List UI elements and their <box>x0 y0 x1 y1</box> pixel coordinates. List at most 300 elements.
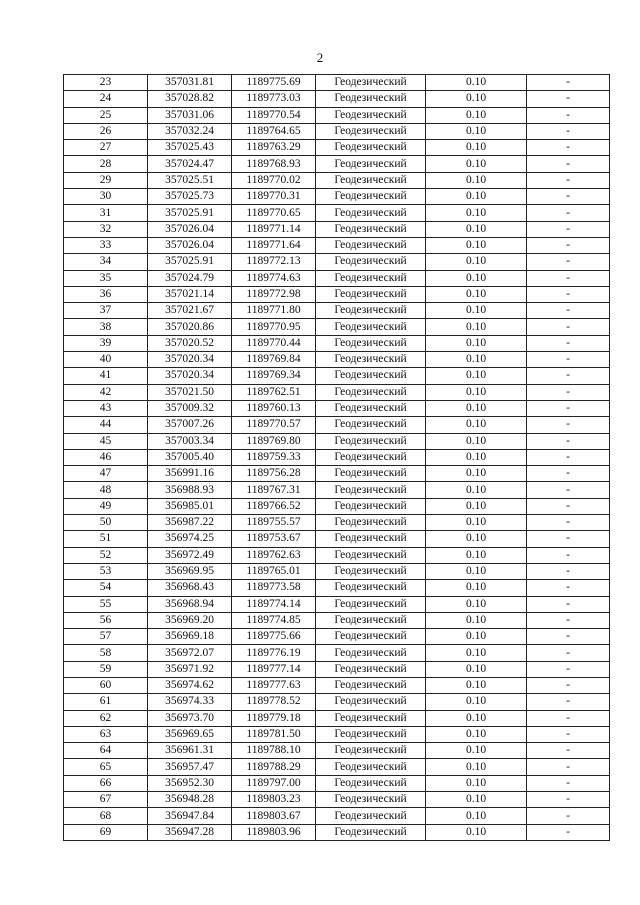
note-cell: - <box>527 612 610 628</box>
table-row <box>64 237 610 253</box>
point-number-cell: 50 <box>64 515 148 531</box>
note-cell: - <box>527 824 610 840</box>
accuracy-cell: 0.10 <box>426 449 527 465</box>
table-row <box>64 189 610 205</box>
method-cell: Геодезический <box>316 775 426 791</box>
note-cell: - <box>527 531 610 547</box>
note-cell: - <box>527 107 610 123</box>
accuracy-cell: 0.10 <box>426 417 527 433</box>
y-coordinate-cell: 1189769.80 <box>232 433 316 449</box>
accuracy-cell: 0.10 <box>426 808 527 824</box>
x-coordinate-cell: 356969.65 <box>148 726 232 742</box>
table-row <box>64 824 610 840</box>
x-coordinate-cell: 357025.91 <box>148 254 232 270</box>
table-row <box>64 319 610 335</box>
x-coordinate-cell: 356987.22 <box>148 515 232 531</box>
method-cell: Геодезический <box>316 449 426 465</box>
note-cell: - <box>527 629 610 645</box>
accuracy-cell: 0.10 <box>426 824 527 840</box>
note-cell: - <box>527 759 610 775</box>
accuracy-cell: 0.10 <box>426 743 527 759</box>
point-number-cell: 28 <box>64 156 148 172</box>
accuracy-cell: 0.10 <box>426 400 527 416</box>
table-row <box>64 694 610 710</box>
point-number-cell: 25 <box>64 107 148 123</box>
y-coordinate-cell: 1189755.57 <box>232 515 316 531</box>
method-cell: Геодезический <box>316 205 426 221</box>
y-coordinate-cell: 1189774.85 <box>232 612 316 628</box>
x-coordinate-cell: 357025.43 <box>148 140 232 156</box>
table-row <box>64 661 610 677</box>
note-cell: - <box>527 547 610 563</box>
table-row <box>64 515 610 531</box>
coordinates-table-body <box>64 75 610 841</box>
y-coordinate-cell: 1189771.14 <box>232 221 316 237</box>
accuracy-cell: 0.10 <box>426 156 527 172</box>
accuracy-cell: 0.10 <box>426 466 527 482</box>
x-coordinate-cell: 357031.06 <box>148 107 232 123</box>
method-cell: Геодезический <box>316 677 426 693</box>
point-number-cell: 60 <box>64 677 148 693</box>
table-row <box>64 808 610 824</box>
method-cell: Геодезический <box>316 91 426 107</box>
note-cell: - <box>527 319 610 335</box>
point-number-cell: 63 <box>64 726 148 742</box>
accuracy-cell: 0.10 <box>426 254 527 270</box>
accuracy-cell: 0.10 <box>426 792 527 808</box>
y-coordinate-cell: 1189778.52 <box>232 694 316 710</box>
x-coordinate-cell: 356948.28 <box>148 792 232 808</box>
point-number-cell: 40 <box>64 352 148 368</box>
x-coordinate-cell: 356973.70 <box>148 710 232 726</box>
point-number-cell: 68 <box>64 808 148 824</box>
accuracy-cell: 0.10 <box>426 140 527 156</box>
note-cell: - <box>527 286 610 302</box>
x-coordinate-cell: 357005.40 <box>148 449 232 465</box>
table-row <box>64 645 610 661</box>
y-coordinate-cell: 1189760.13 <box>232 400 316 416</box>
method-cell: Геодезический <box>316 221 426 237</box>
table-row <box>64 792 610 808</box>
note-cell: - <box>527 400 610 416</box>
note-cell: - <box>527 140 610 156</box>
table-row <box>64 563 610 579</box>
y-coordinate-cell: 1189766.52 <box>232 498 316 514</box>
accuracy-cell: 0.10 <box>426 221 527 237</box>
note-cell: - <box>527 303 610 319</box>
note-cell: - <box>527 352 610 368</box>
note-cell: - <box>527 270 610 286</box>
point-number-cell: 33 <box>64 237 148 253</box>
x-coordinate-cell: 356947.84 <box>148 808 232 824</box>
note-cell: - <box>527 694 610 710</box>
point-number-cell: 56 <box>64 612 148 628</box>
method-cell: Геодезический <box>316 808 426 824</box>
x-coordinate-cell: 357020.34 <box>148 352 232 368</box>
table-row <box>64 612 610 628</box>
table-row <box>64 433 610 449</box>
x-coordinate-cell: 357028.82 <box>148 91 232 107</box>
x-coordinate-cell: 356957.47 <box>148 759 232 775</box>
y-coordinate-cell: 1189803.67 <box>232 808 316 824</box>
accuracy-cell: 0.10 <box>426 710 527 726</box>
y-coordinate-cell: 1189776.19 <box>232 645 316 661</box>
x-coordinate-cell: 356947.28 <box>148 824 232 840</box>
x-coordinate-cell: 357025.51 <box>148 172 232 188</box>
x-coordinate-cell: 356968.43 <box>148 580 232 596</box>
method-cell: Геодезический <box>316 710 426 726</box>
point-number-cell: 49 <box>64 498 148 514</box>
table-row <box>64 759 610 775</box>
y-coordinate-cell: 1189777.63 <box>232 677 316 693</box>
note-cell: - <box>527 677 610 693</box>
point-number-cell: 55 <box>64 596 148 612</box>
y-coordinate-cell: 1189797.00 <box>232 775 316 791</box>
table-row <box>64 710 610 726</box>
point-number-cell: 38 <box>64 319 148 335</box>
note-cell: - <box>527 596 610 612</box>
note-cell: - <box>527 368 610 384</box>
y-coordinate-cell: 1189763.29 <box>232 140 316 156</box>
note-cell: - <box>527 189 610 205</box>
note-cell: - <box>527 743 610 759</box>
note-cell: - <box>527 449 610 465</box>
accuracy-cell: 0.10 <box>426 580 527 596</box>
table-row <box>64 417 610 433</box>
note-cell: - <box>527 75 610 91</box>
table-row <box>64 466 610 482</box>
method-cell: Геодезический <box>316 433 426 449</box>
accuracy-cell: 0.10 <box>426 694 527 710</box>
point-number-cell: 29 <box>64 172 148 188</box>
x-coordinate-cell: 357020.34 <box>148 368 232 384</box>
method-cell: Геодезический <box>316 303 426 319</box>
table-row <box>64 726 610 742</box>
note-cell: - <box>527 515 610 531</box>
table-row <box>64 498 610 514</box>
y-coordinate-cell: 1189803.23 <box>232 792 316 808</box>
y-coordinate-cell: 1189769.84 <box>232 352 316 368</box>
point-number-cell: 34 <box>64 254 148 270</box>
table-row <box>64 205 610 221</box>
y-coordinate-cell: 1189774.63 <box>232 270 316 286</box>
y-coordinate-cell: 1189777.14 <box>232 661 316 677</box>
method-cell: Геодезический <box>316 612 426 628</box>
point-number-cell: 59 <box>64 661 148 677</box>
x-coordinate-cell: 356969.18 <box>148 629 232 645</box>
y-coordinate-cell: 1189770.02 <box>232 172 316 188</box>
method-cell: Геодезический <box>316 743 426 759</box>
table-row <box>64 580 610 596</box>
method-cell: Геодезический <box>316 140 426 156</box>
y-coordinate-cell: 1189770.44 <box>232 335 316 351</box>
y-coordinate-cell: 1189770.57 <box>232 417 316 433</box>
table-row <box>64 91 610 107</box>
method-cell: Геодезический <box>316 563 426 579</box>
x-coordinate-cell: 356974.33 <box>148 694 232 710</box>
table-row <box>64 677 610 693</box>
method-cell: Геодезический <box>316 759 426 775</box>
point-number-cell: 66 <box>64 775 148 791</box>
note-cell: - <box>527 237 610 253</box>
note-cell: - <box>527 172 610 188</box>
accuracy-cell: 0.10 <box>426 123 527 139</box>
x-coordinate-cell: 356972.07 <box>148 645 232 661</box>
x-coordinate-cell: 356988.93 <box>148 482 232 498</box>
accuracy-cell: 0.10 <box>426 563 527 579</box>
y-coordinate-cell: 1189775.69 <box>232 75 316 91</box>
note-cell: - <box>527 335 610 351</box>
point-number-cell: 46 <box>64 449 148 465</box>
table-row <box>64 254 610 270</box>
y-coordinate-cell: 1189756.28 <box>232 466 316 482</box>
note-cell: - <box>527 710 610 726</box>
method-cell: Геодезический <box>316 368 426 384</box>
method-cell: Геодезический <box>316 352 426 368</box>
table-row <box>64 531 610 547</box>
table-row <box>64 547 610 563</box>
accuracy-cell: 0.10 <box>426 661 527 677</box>
y-coordinate-cell: 1189770.65 <box>232 205 316 221</box>
accuracy-cell: 0.10 <box>426 75 527 91</box>
note-cell: - <box>527 156 610 172</box>
table-row <box>64 352 610 368</box>
point-number-cell: 48 <box>64 482 148 498</box>
table-row <box>64 400 610 416</box>
accuracy-cell: 0.10 <box>426 775 527 791</box>
accuracy-cell: 0.10 <box>426 612 527 628</box>
point-number-cell: 47 <box>64 466 148 482</box>
accuracy-cell: 0.10 <box>426 515 527 531</box>
point-number-cell: 36 <box>64 286 148 302</box>
x-coordinate-cell: 357020.86 <box>148 319 232 335</box>
table-row <box>64 270 610 286</box>
note-cell: - <box>527 563 610 579</box>
x-coordinate-cell: 356971.92 <box>148 661 232 677</box>
method-cell: Геодезический <box>316 694 426 710</box>
table-row <box>64 335 610 351</box>
accuracy-cell: 0.10 <box>426 107 527 123</box>
note-cell: - <box>527 482 610 498</box>
method-cell: Геодезический <box>316 498 426 514</box>
x-coordinate-cell: 357021.67 <box>148 303 232 319</box>
note-cell: - <box>527 417 610 433</box>
point-number-cell: 43 <box>64 400 148 416</box>
y-coordinate-cell: 1189759.33 <box>232 449 316 465</box>
table-row <box>64 156 610 172</box>
y-coordinate-cell: 1189768.93 <box>232 156 316 172</box>
table-row <box>64 123 610 139</box>
point-number-cell: 45 <box>64 433 148 449</box>
method-cell: Геодезический <box>316 335 426 351</box>
method-cell: Геодезический <box>316 319 426 335</box>
x-coordinate-cell: 357024.47 <box>148 156 232 172</box>
note-cell: - <box>527 221 610 237</box>
table-row <box>64 743 610 759</box>
point-number-cell: 62 <box>64 710 148 726</box>
table-row <box>64 482 610 498</box>
point-number-cell: 42 <box>64 384 148 400</box>
accuracy-cell: 0.10 <box>426 645 527 661</box>
note-cell: - <box>527 498 610 514</box>
method-cell: Геодезический <box>316 792 426 808</box>
x-coordinate-cell: 357024.79 <box>148 270 232 286</box>
point-number-cell: 65 <box>64 759 148 775</box>
method-cell: Геодезический <box>316 417 426 433</box>
table-row <box>64 384 610 400</box>
x-coordinate-cell: 357026.04 <box>148 221 232 237</box>
point-number-cell: 23 <box>64 75 148 91</box>
point-number-cell: 69 <box>64 824 148 840</box>
x-coordinate-cell: 357025.73 <box>148 189 232 205</box>
method-cell: Геодезический <box>316 629 426 645</box>
x-coordinate-cell: 357025.91 <box>148 205 232 221</box>
accuracy-cell: 0.10 <box>426 319 527 335</box>
accuracy-cell: 0.10 <box>426 531 527 547</box>
accuracy-cell: 0.10 <box>426 172 527 188</box>
method-cell: Геодезический <box>316 270 426 286</box>
method-cell: Геодезический <box>316 254 426 270</box>
note-cell: - <box>527 808 610 824</box>
y-coordinate-cell: 1189762.51 <box>232 384 316 400</box>
table-row <box>64 449 610 465</box>
x-coordinate-cell: 356972.49 <box>148 547 232 563</box>
note-cell: - <box>527 661 610 677</box>
accuracy-cell: 0.10 <box>426 596 527 612</box>
method-cell: Геодезический <box>316 482 426 498</box>
point-number-cell: 31 <box>64 205 148 221</box>
y-coordinate-cell: 1189770.54 <box>232 107 316 123</box>
x-coordinate-cell: 356969.95 <box>148 563 232 579</box>
y-coordinate-cell: 1189753.67 <box>232 531 316 547</box>
method-cell: Геодезический <box>316 75 426 91</box>
x-coordinate-cell: 356974.25 <box>148 531 232 547</box>
note-cell: - <box>527 726 610 742</box>
table-row <box>64 140 610 156</box>
x-coordinate-cell: 357032.24 <box>148 123 232 139</box>
y-coordinate-cell: 1189762.63 <box>232 547 316 563</box>
table-row <box>64 75 610 91</box>
x-coordinate-cell: 357026.04 <box>148 237 232 253</box>
x-coordinate-cell: 357009.32 <box>148 400 232 416</box>
y-coordinate-cell: 1189788.10 <box>232 743 316 759</box>
x-coordinate-cell: 356985.01 <box>148 498 232 514</box>
method-cell: Геодезический <box>316 384 426 400</box>
method-cell: Геодезический <box>316 107 426 123</box>
point-number-cell: 24 <box>64 91 148 107</box>
note-cell: - <box>527 384 610 400</box>
accuracy-cell: 0.10 <box>426 205 527 221</box>
table-row <box>64 368 610 384</box>
point-number-cell: 26 <box>64 123 148 139</box>
method-cell: Геодезический <box>316 466 426 482</box>
point-number-cell: 35 <box>64 270 148 286</box>
y-coordinate-cell: 1189803.96 <box>232 824 316 840</box>
accuracy-cell: 0.10 <box>426 270 527 286</box>
y-coordinate-cell: 1189781.50 <box>232 726 316 742</box>
note-cell: - <box>527 466 610 482</box>
accuracy-cell: 0.10 <box>426 352 527 368</box>
note-cell: - <box>527 254 610 270</box>
page-number: 2 <box>316 50 324 65</box>
accuracy-cell: 0.10 <box>426 189 527 205</box>
point-number-cell: 58 <box>64 645 148 661</box>
note-cell: - <box>527 205 610 221</box>
method-cell: Геодезический <box>316 237 426 253</box>
accuracy-cell: 0.10 <box>426 384 527 400</box>
accuracy-cell: 0.10 <box>426 286 527 302</box>
y-coordinate-cell: 1189772.98 <box>232 286 316 302</box>
point-number-cell: 44 <box>64 417 148 433</box>
accuracy-cell: 0.10 <box>426 677 527 693</box>
y-coordinate-cell: 1189767.31 <box>232 482 316 498</box>
point-number-cell: 51 <box>64 531 148 547</box>
note-cell: - <box>527 792 610 808</box>
x-coordinate-cell: 357020.52 <box>148 335 232 351</box>
point-number-cell: 54 <box>64 580 148 596</box>
method-cell: Геодезический <box>316 645 426 661</box>
point-number-cell: 41 <box>64 368 148 384</box>
method-cell: Геодезический <box>316 400 426 416</box>
x-coordinate-cell: 356969.20 <box>148 612 232 628</box>
note-cell: - <box>527 433 610 449</box>
accuracy-cell: 0.10 <box>426 368 527 384</box>
point-number-cell: 67 <box>64 792 148 808</box>
method-cell: Геодезический <box>316 661 426 677</box>
x-coordinate-cell: 357021.14 <box>148 286 232 302</box>
accuracy-cell: 0.10 <box>426 759 527 775</box>
point-number-cell: 53 <box>64 563 148 579</box>
accuracy-cell: 0.10 <box>426 91 527 107</box>
table-row <box>64 596 610 612</box>
method-cell: Геодезический <box>316 123 426 139</box>
method-cell: Геодезический <box>316 189 426 205</box>
point-number-cell: 27 <box>64 140 148 156</box>
x-coordinate-cell: 357031.81 <box>148 75 232 91</box>
point-number-cell: 30 <box>64 189 148 205</box>
method-cell: Геодезический <box>316 547 426 563</box>
point-number-cell: 39 <box>64 335 148 351</box>
y-coordinate-cell: 1189774.14 <box>232 596 316 612</box>
y-coordinate-cell: 1189765.01 <box>232 563 316 579</box>
y-coordinate-cell: 1189773.03 <box>232 91 316 107</box>
table-row <box>64 303 610 319</box>
accuracy-cell: 0.10 <box>426 498 527 514</box>
accuracy-cell: 0.10 <box>426 335 527 351</box>
table-row <box>64 775 610 791</box>
y-coordinate-cell: 1189773.58 <box>232 580 316 596</box>
point-number-cell: 37 <box>64 303 148 319</box>
method-cell: Геодезический <box>316 596 426 612</box>
y-coordinate-cell: 1189775.66 <box>232 629 316 645</box>
point-number-cell: 61 <box>64 694 148 710</box>
note-cell: - <box>527 775 610 791</box>
note-cell: - <box>527 91 610 107</box>
coordinates-table <box>63 74 610 841</box>
method-cell: Геодезический <box>316 580 426 596</box>
accuracy-cell: 0.10 <box>426 547 527 563</box>
x-coordinate-cell: 357007.26 <box>148 417 232 433</box>
accuracy-cell: 0.10 <box>426 303 527 319</box>
table-row <box>64 107 610 123</box>
y-coordinate-cell: 1189788.29 <box>232 759 316 775</box>
y-coordinate-cell: 1189772.13 <box>232 254 316 270</box>
x-coordinate-cell: 357021.50 <box>148 384 232 400</box>
method-cell: Геодезический <box>316 726 426 742</box>
method-cell: Геодезический <box>316 172 426 188</box>
y-coordinate-cell: 1189764.65 <box>232 123 316 139</box>
accuracy-cell: 0.10 <box>426 433 527 449</box>
